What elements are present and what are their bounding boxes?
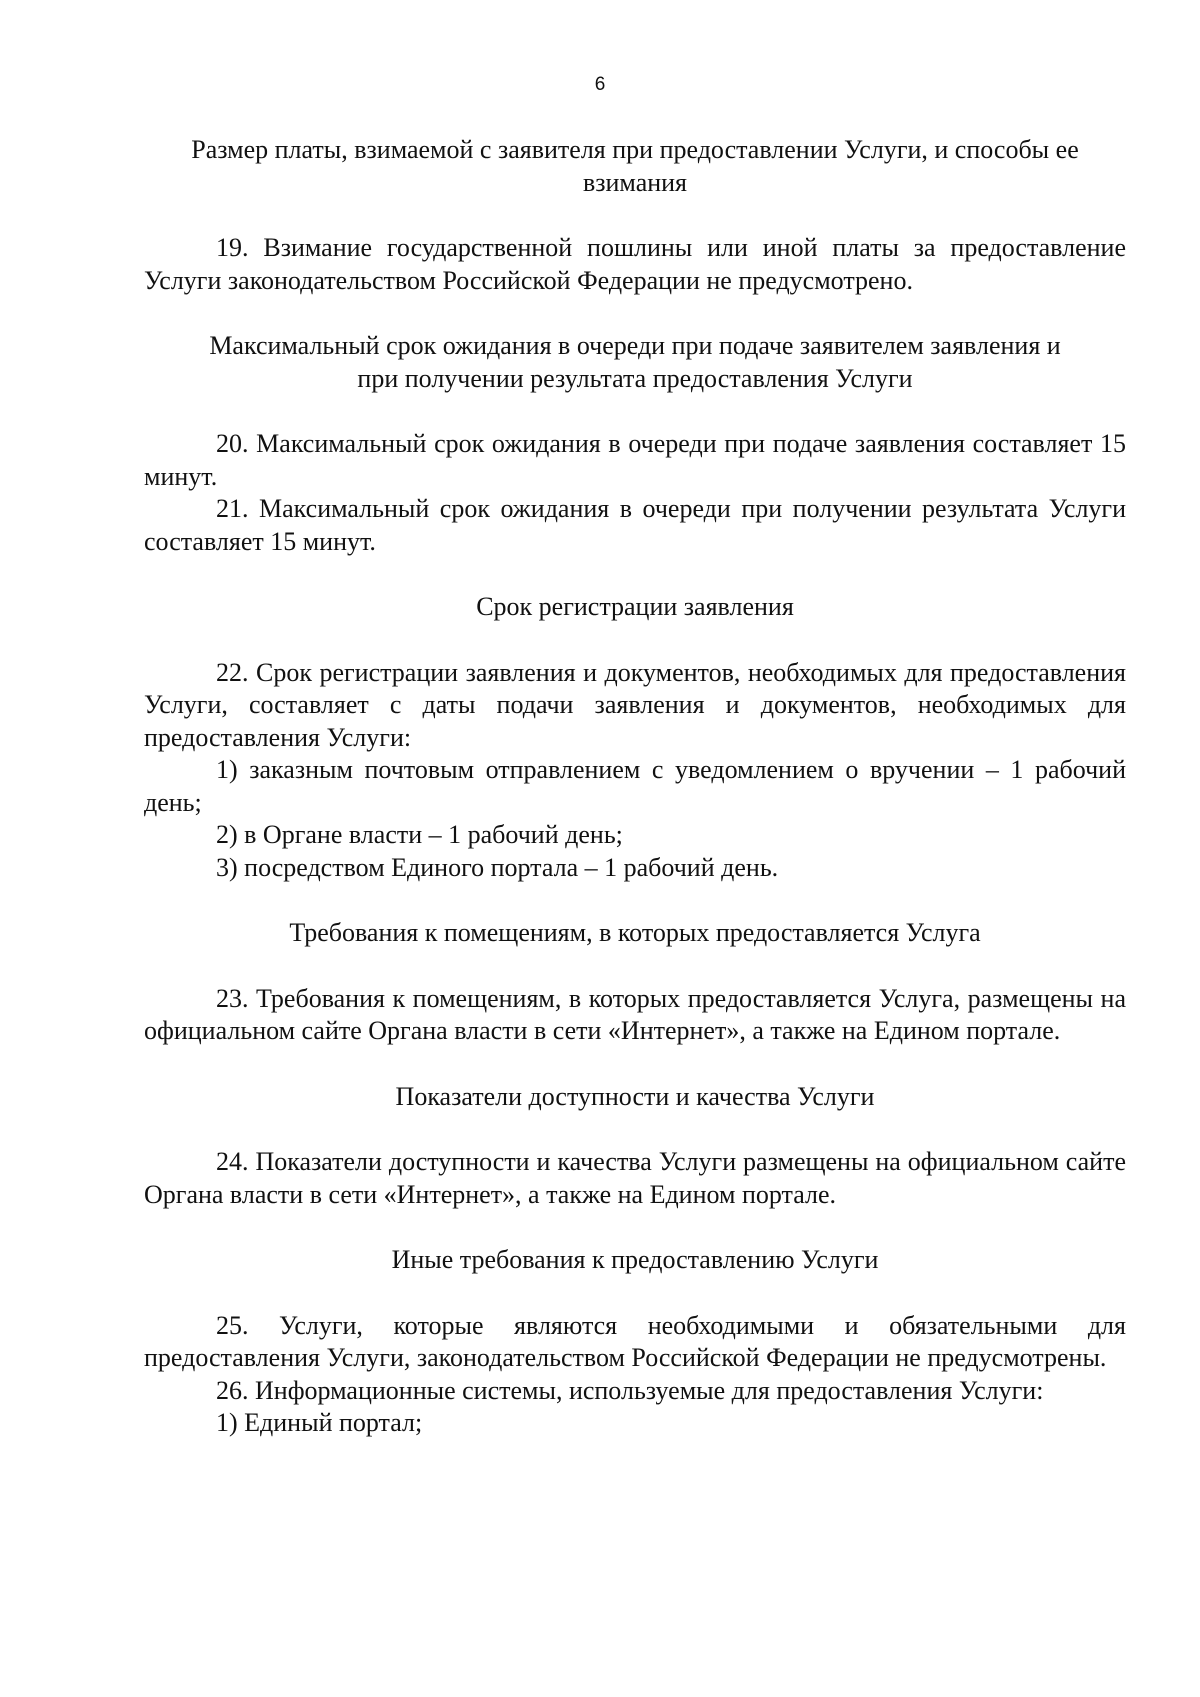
paragraph-22: 22. Срок регистрации заявления и документов, необходимых для предоставления Услуги, составляет с даты подачи заявления и документов, необходимых для предоставления Услуги: (144, 657, 1126, 752)
list-item-22-1: 1) заказным почтовым отправлением с уведомлением о вручении – 1 рабочий день; (144, 755, 1126, 817)
paragraph-25: 25. Услуги, которые являются необходимыми и обязательными для предоставления Услуги, законодательством Российской Федерации не предусмотрены. (144, 1310, 1126, 1372)
document-body (144, 134, 1126, 1440)
heading-premises: Требования к помещениям, в которых предоставляется Услуга (289, 918, 981, 947)
list-item-22-3: 3) посредством Единого портала – 1 рабочий день. (216, 852, 779, 882)
list-item-26-1: 1) Единый портал; (216, 1408, 423, 1437)
list-item-22-2: 2) в Органе власти – 1 рабочий день; (216, 820, 623, 849)
paragraph-23: 23. Требования к помещениям, в которых предоставляется Услуга, размещены на официальном сайте Органа власти в сети «Интернет», а также на Едином портале. (144, 983, 1126, 1045)
paragraph-26: 26. Информационные системы, используемые для предоставления Услуги: (216, 1375, 1044, 1405)
paragraph-24: 24. Показатели доступности и качества Услуги размещены на официальном сайте Органа власти в сети «Интернет», а также на Едином портале. (144, 1147, 1126, 1209)
heading-fee (144, 134, 1126, 199)
heading-queue-line-2: при получении результата предоставления Услуги (357, 363, 913, 393)
paragraph-19: 19. Взимание государственной пошлины или иной платы за предоставление Услуги законодательством Российской Федерации не предусмотрено. (144, 233, 1126, 295)
heading-queue-line-1: Максимальный срок ожидания в очереди при подаче заявителем заявления и (209, 331, 1061, 360)
heading-fee-line-1: Размер платы, взимаемой с заявителя при предоставлении Услуги, и способы ее (191, 135, 1079, 164)
paragraph-20: 20. Максимальный срок ожидания в очереди при подаче заявления составляет 15 минут. (144, 429, 1126, 491)
heading-other: Иные требования к предоставлению Услуги (391, 1245, 879, 1274)
page-number: 6 (594, 74, 606, 95)
heading-quality: Показатели доступности и качества Услуги (395, 1081, 875, 1111)
heading-fee-line-2: взимания (582, 167, 688, 197)
heading-registration: Срок регистрации заявления (476, 592, 794, 621)
paragraph-21: 21. Максимальный срок ожидания в очереди при получении результата Услуги составляет 15 минут. (144, 494, 1126, 556)
heading-queue (144, 330, 1126, 395)
